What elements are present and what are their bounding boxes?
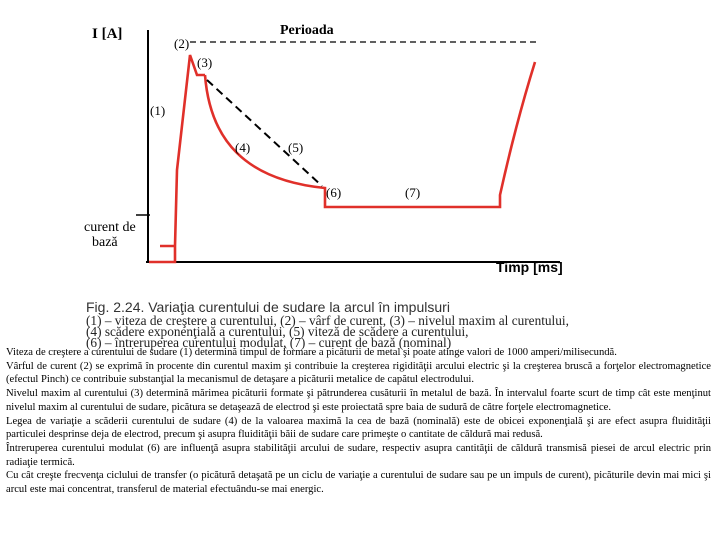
phase-label-3: (3)	[197, 55, 213, 70]
paragraph: Viteza de creştere a curentului de sudare (1) determină timpul de formare a picăturii de metal şi poate atinge valori de 1000 amperi/milisecundă.	[6, 347, 617, 358]
paragraph: Întreruperea curentului modulat (6) are influenţă asupra stabilităţii arcului de sudare, respectiv asupra cantităţii de căldură transmisă piesei de arcul electric prin radiaţie termică.	[6, 442, 711, 468]
phase-label-6: (6)	[326, 185, 342, 200]
figure-caption-line: (6) – întreruperea curentului modulat, (7) – curent de bază (nominal)	[86, 335, 452, 350]
figure-caption-title: Fig. 2.24. Variaţia curentului de sudare la arcul în impulsuri	[86, 299, 450, 315]
figure-caption-line: (4) scădere exponenţială a curentului, (5) viteză de scădere a curentului,	[86, 324, 469, 339]
figure-caption	[86, 299, 616, 350]
x-axis-label: Timp [ms]	[496, 259, 563, 275]
current-curve-rise	[149, 55, 205, 262]
base-current-label-1: curent de	[84, 220, 136, 235]
linear-decay-dashed	[207, 80, 322, 186]
y-axis-label: I [A]	[92, 26, 123, 42]
figure-caption-line: (1) – viteza de creştere a curentului, (2) – vârf de curent, (3) – nivelul maxim al curentului,	[86, 313, 569, 328]
period-label: Perioada	[280, 23, 334, 38]
phase-label-2: (2)	[174, 36, 190, 51]
phase-label-4: (4)	[235, 140, 251, 155]
paragraph: Nivelul maxim al curentului (3) determină mărimea picăturii formate şi pătrunderea cusăturii în metalul de bază. În intervalul foarte scurt de timp cât este menţinut nivelul maxim al curentului de sudare, picătura se detaşează de electrod şi este proiectată spre baia de sudură de către forţele electromagnetice.	[6, 388, 711, 413]
paragraph: Cu cât creşte frecvenţa ciclului de transfer (o picătură detaşată pe un ciclu de variaţie a curentului de sudare sau pe un impuls de curent), picăturile devin mai mici şi arcul este mai concentrat, transferul de material efectuându-se mai energic.	[6, 470, 711, 496]
phase-label-5: (5)	[288, 140, 304, 155]
current-curve-exp-decay	[205, 62, 535, 207]
paragraph: Vârful de curent (2) se exprimă în procente din curentul maxim şi contribuie la creşterea rigidităţii arcului electric şi la creşterea bruscă a forţelor electromagnetice (efectul Pinch) ce contribuie substanţial la mecanismul de detaşare a picăturii metalice de capătul electrodului.	[6, 360, 711, 386]
body-text	[6, 346, 711, 497]
base-current-label-2: bază	[92, 235, 118, 250]
phase-label-7: (7)	[405, 185, 421, 200]
phase-label-1: (1)	[150, 103, 166, 118]
paragraph: Legea de variaţie a scăderii curentului de sudare (4) de la valoarea maximă la cea de bază (nominală) este de obicei exponenţială şi are efect asupra fluidităţii particulei desprinse deja de electrod, precum şi asupra fluidităţii băii de sudare care primeşte o cantitate de căldură mai redusă.	[6, 415, 711, 441]
